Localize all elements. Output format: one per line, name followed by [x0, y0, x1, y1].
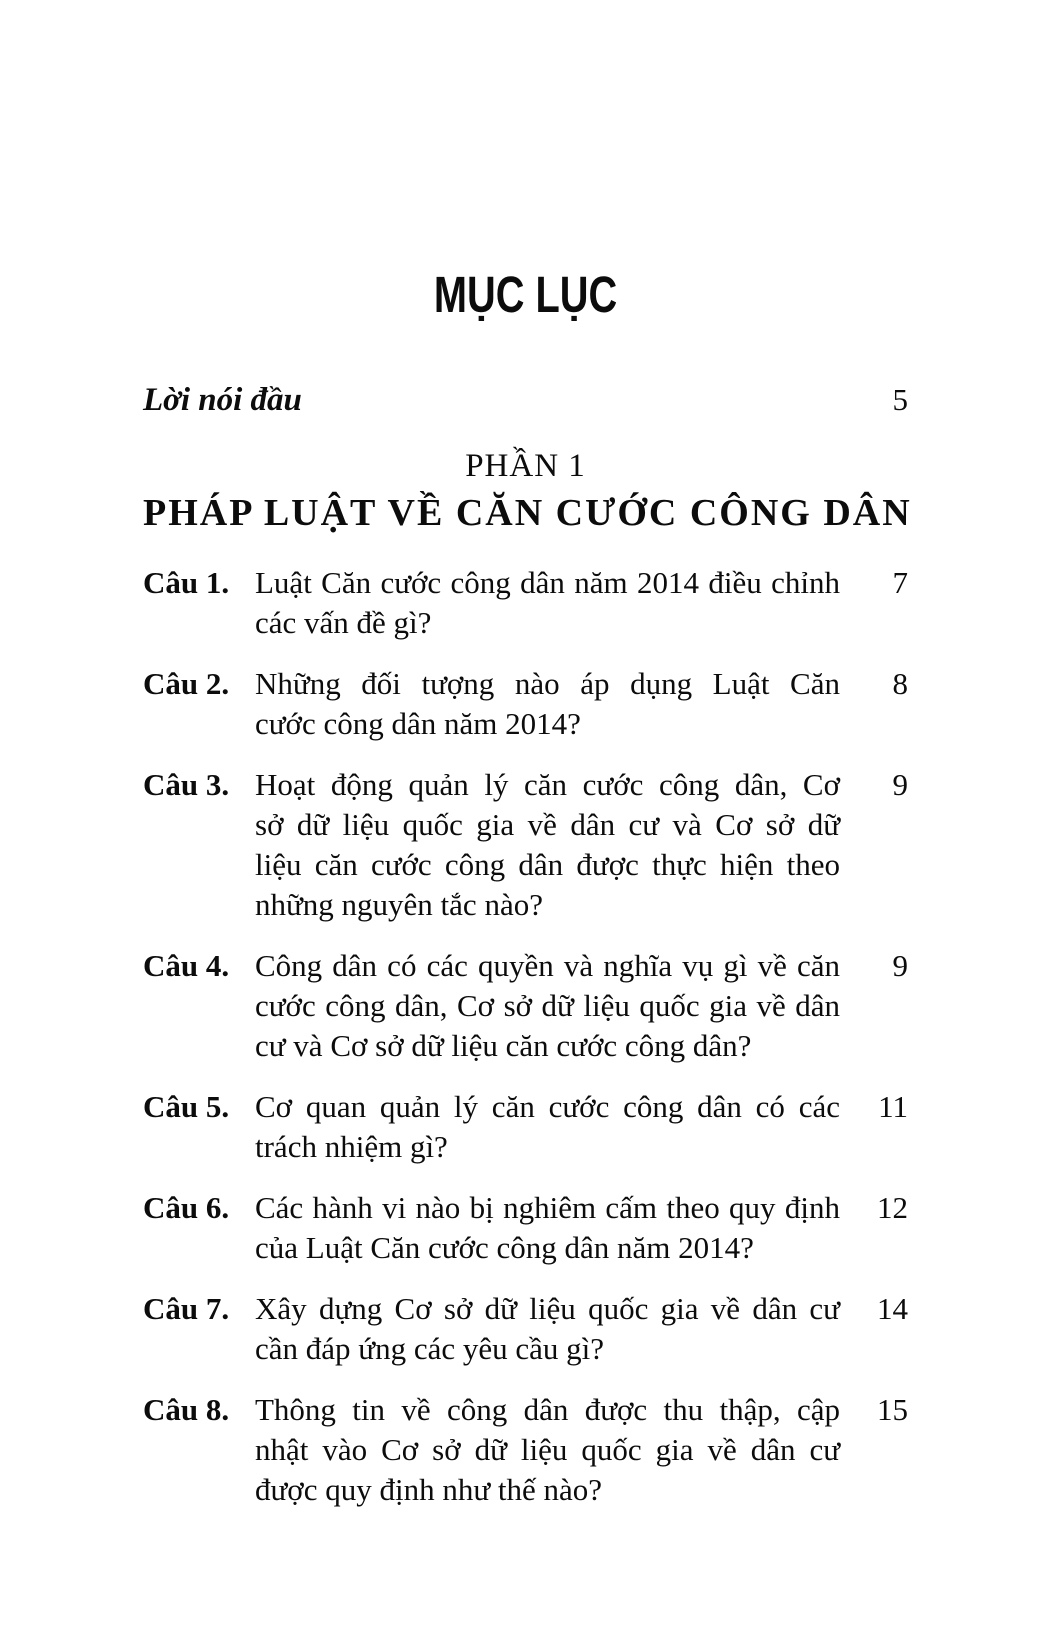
entry-label: Câu 1. [143, 565, 230, 600]
entry-label: Câu 7. [143, 1291, 230, 1326]
entry-line: Luật Căn cước công dân năm 2014 điều chỉnh [255, 565, 840, 600]
toc-content [0, 266, 1040, 1510]
entry-page-number: 7 [892, 565, 908, 600]
entry-page-number: 14 [877, 1291, 908, 1326]
page-title-wrap [143, 266, 908, 323]
entry-page-number: 11 [878, 1089, 908, 1124]
entry-page-number: 8 [892, 666, 908, 701]
part-kicker: PHẦN 1 [465, 448, 586, 484]
entry-line: những nguyên tắc nào? [255, 887, 543, 922]
toc-preface-row [143, 380, 908, 420]
page-title: MỤC LỤC [433, 266, 618, 323]
entry-line: liệu căn cước công dân được thực hiện theo [255, 847, 840, 882]
entry-line: Thông tin về công dân được thu thập, cập [255, 1392, 840, 1427]
entry-label: Câu 4. [143, 948, 230, 983]
preface-label: Lời nói đầu [143, 382, 302, 418]
toc-entry [143, 1188, 908, 1268]
entry-line: Các hành vi nào bị nghiêm cấm theo quy định [255, 1190, 840, 1225]
entry-text [255, 946, 840, 1066]
toc-entry [143, 1390, 908, 1510]
entry-page-number: 9 [892, 767, 908, 802]
entry-line: Công dân có các quyền và nghĩa vụ gì về căn [255, 948, 840, 983]
entry-label: Câu 5. [143, 1089, 230, 1124]
entry-text [255, 1188, 840, 1268]
entry-text [255, 1390, 840, 1510]
entry-line: Xây dựng Cơ sở dữ liệu quốc gia về dân cư [255, 1291, 840, 1326]
entry-text [255, 1087, 840, 1167]
entry-line: của Luật Căn cước công dân năm 2014? [255, 1230, 754, 1265]
entry-text [255, 765, 840, 925]
toc-entry [143, 946, 908, 1066]
toc-entry [143, 1289, 908, 1369]
entry-label: Câu 6. [143, 1190, 230, 1225]
entry-page-number: 12 [877, 1190, 908, 1225]
entry-line: các vấn đề gì? [255, 605, 432, 640]
preface-page-number: 5 [892, 382, 908, 417]
part-heading: PHÁP LUẬT VỀ CĂN CƯỚC CÔNG DÂN [143, 492, 912, 534]
toc-entries [143, 563, 908, 1510]
toc-entry [143, 1087, 908, 1167]
entry-label: Câu 3. [143, 767, 230, 802]
entry-label: Câu 8. [143, 1392, 230, 1427]
entry-label: Câu 2. [143, 666, 230, 701]
entry-line: cước công dân năm 2014? [255, 706, 581, 741]
entry-text [255, 563, 840, 643]
toc-entry [143, 765, 908, 925]
entry-line: cước công dân, Cơ sở dữ liệu quốc gia về dân [255, 988, 840, 1023]
toc-entry [143, 664, 908, 744]
toc-entry [143, 563, 908, 643]
entry-page-number: 15 [877, 1392, 908, 1427]
entry-page-number: 9 [892, 948, 908, 983]
entry-line: nhật vào Cơ sở dữ liệu quốc gia về dân cư [255, 1432, 840, 1467]
entry-line: trách nhiệm gì? [255, 1129, 448, 1164]
entry-text [255, 664, 840, 744]
entry-line: Cơ quan quản lý căn cước công dân có các [255, 1089, 840, 1124]
entry-line: cần đáp ứng các yêu cầu gì? [255, 1331, 605, 1366]
entry-text [255, 1289, 840, 1369]
entry-line: Những đối tượng nào áp dụng Luật Căn [255, 666, 840, 701]
entry-line: sở dữ liệu quốc gia về dân cư và Cơ sở dữ [255, 807, 840, 842]
entry-line: Hoạt động quản lý căn cước công dân, Cơ [255, 767, 840, 802]
entry-line: cư và Cơ sở dữ liệu căn cước công dân? [255, 1028, 752, 1063]
entry-line: được quy định như thế nào? [255, 1472, 603, 1507]
